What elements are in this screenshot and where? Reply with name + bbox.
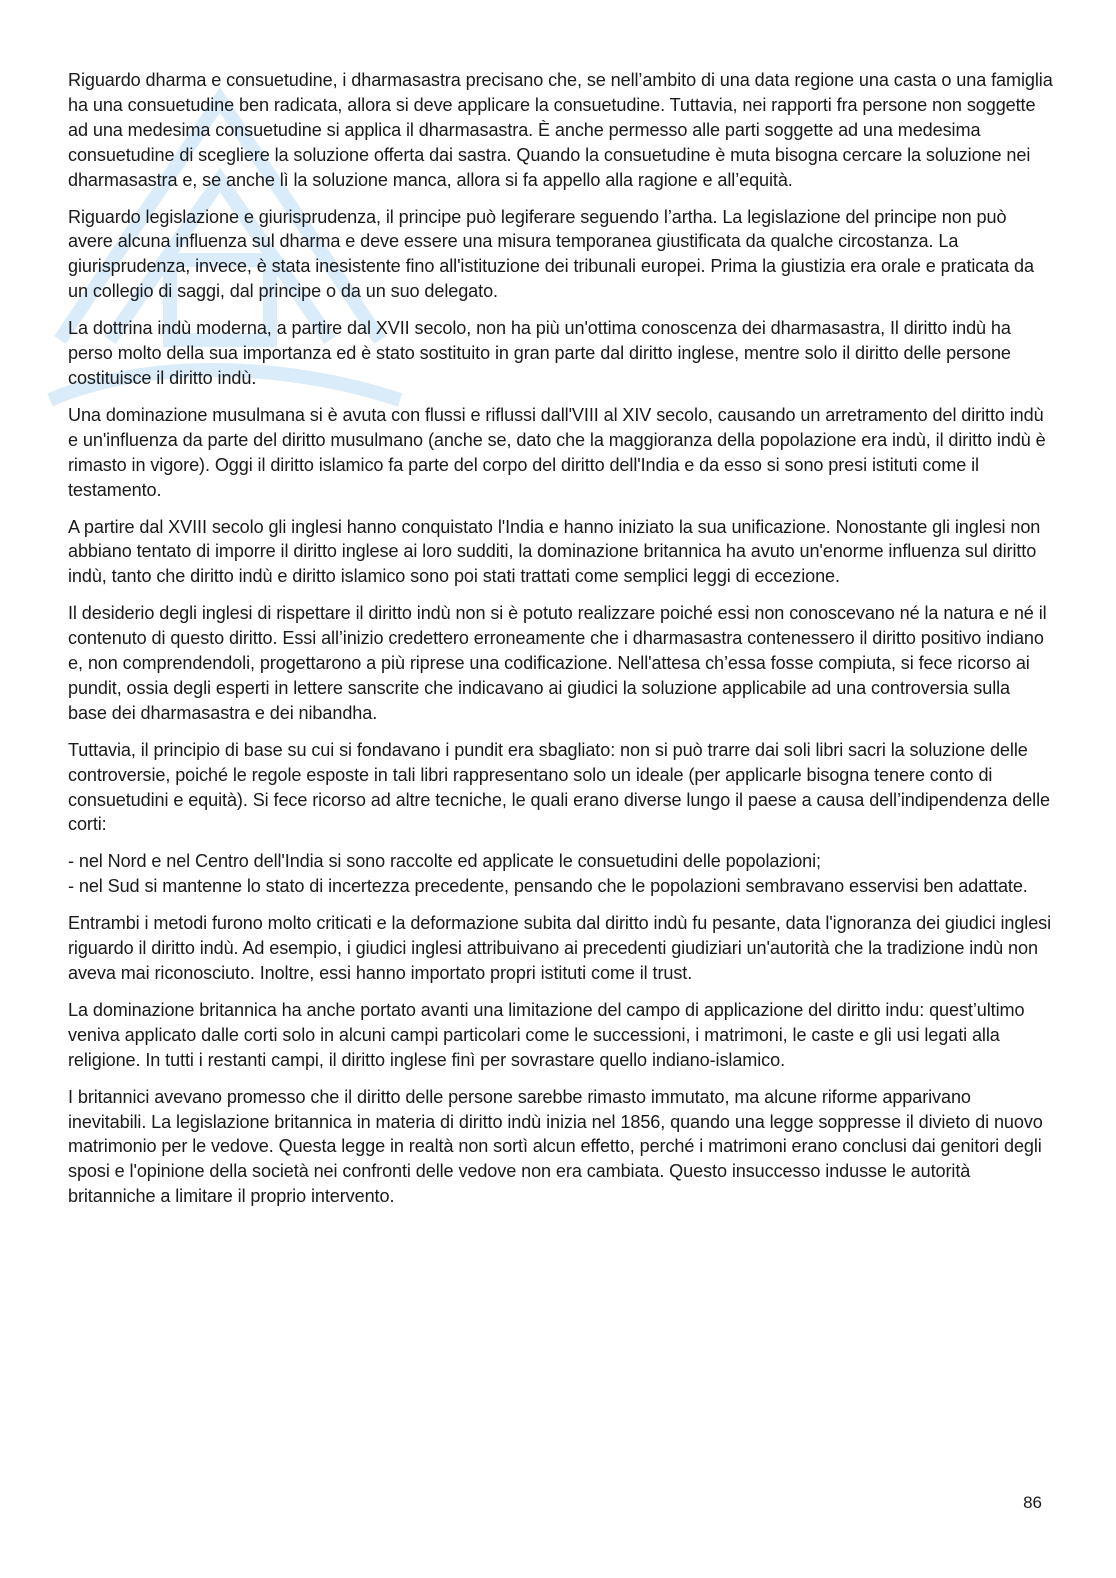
paragraph-dharma-consuetudine: Riguardo dharma e consuetudine, i dharmasastra precisano che, se nell’ambito di una data regione una casta o una famiglia ha una consuetudine ben radicata, allora si deve applicare la consuetudine. Tuttavia, nei rapporti fra persone non soggette ad una medesima consuetudine si applica il dharmasastra. È anche permesso alle parti soggette ad una medesima consuetudine di scegliere la soluzione offerta dai sastra. Quando la consuetudine è muta bisogna cercare la soluzione nei dharmasastra e, se anche lì la soluzione manca, allora si fa appello alla ragione e all’equità.	[68, 70, 1053, 190]
paragraph-dottrina-moderna: La dottrina indù moderna, a partire dal XVII secolo, non ha più un'ottima conoscenza dei dharmasastra, Il diritto indù ha perso molto della sua importanza ed è stato sostituito in gran parte dal diritto inglese, mentre solo il diritto delle persone costituisce il diritto indù.	[68, 318, 1011, 388]
paragraph-list-nord-sud: - nel Nord e nel Centro dell'India si sono raccolte ed applicate le consuetudini delle popolazioni; - nel Sud si mantenne lo stato di incertezza precedente, pensando che le popolazioni sembravano esservisi ben adattate.	[68, 851, 1028, 897]
paragraph-limitazione-campo: La dominazione britannica ha anche portato avanti una limitazione del campo di applicazione del diritto indu: quest’ultimo veniva applicato dalle corti solo in alcuni campi particolari come le successioni, i matrimoni, le caste e gli usi legati alla religione. In tutti i restanti campi, il diritto inglese finì per sovrastare quello indiano-islamico.	[68, 999, 1025, 1070]
paragraph-desiderio-inglesi: Il desiderio degli inglesi di rispettare il diritto indù non si è potuto realizzare poiché essi non conoscevano né la natura e né il contenuto di questo diritto. Essi all’inizio credettero erroneamente che i dharmasastra contenessero il diritto positivo indiano e, non comprendendoli, progettarono a più riprese una codificazione. Nell'attesa ch’essa fosse compiuta, si fece ricorso ai pundit, ossia degli esperti in lettere sanscrite che indicavano ai giudici la soluzione applicabile ad una controversia sulla base dei dharmasastra e dei nibandha.	[68, 603, 1047, 723]
paragraph-legislazione-giurisprudenza: Riguardo legislazione e giurisprudenza, il principe può legiferare seguendo l’artha. La legislazione del principe non può avere alcuna influenza sul dharma e deve essere una misura temporanea giustificata da qualche circostanza. La giurisprudenza, invece, è stata inesistente fino all'istituzione dei tribunali europei. Prima la giustizia era orale e praticata da un collegio di saggi, dal principe o da un suo delegato.	[68, 206, 1034, 302]
paragraph-principio-pundit: Tuttavia, il principio di base su cui si fondavano i pundit era sbagliato: non si può trarre dai soli libri sacri la soluzione delle controversie, poiché le regole esposte in tali libri rappresentano solo un ideale (per applicarle bisogna tenere conto di consuetudini e equità). Si fece ricorso ad altre tecniche, le quali erano diverse lungo il paese a causa dell’indipendenza delle corti:	[68, 739, 1050, 835]
paragraph-conquista-inglese: A partire dal XVIII secolo gli inglesi hanno conquistato l'India e hanno iniziato la sua unificazione. Nonostante gli inglesi non abbiano tentato di imporre il diritto inglese ai loro sudditi, la dominazione britannica ha avuto un'enorme influenza sul diritto indù, tanto che diritto indù e diritto islamico sono poi stati trattati come semplici leggi di eccezione.	[68, 516, 1041, 587]
page-number: 86	[1023, 1493, 1042, 1512]
paragraph-dominazione-musulmana: Una dominazione musulmana si è avuta con flussi e riflussi dall'VIII al XIV secolo, causando un arretramento del diritto indù e un'influenza da parte del diritto musulmano (anche se, dato che la maggioranza della popolazione era indù, il diritto indù è rimasto in vigore). Oggi il diritto islamico fa parte del corpo del diritto dell'India e da esso si sono presi istituti come il testamento.	[68, 404, 1046, 500]
document-body	[68, 68, 1053, 1221]
paragraph-riforme-britanniche: I britannici avevano promesso che il diritto delle persone sarebbe rimasto immutato, ma alcune riforme apparivano inevitabili. La legislazione britannica in materia di diritto indù inizia nel 1856, quando una legge soppresse il divieto di nuovo matrimonio per le vedove. Questa legge in realtà non sortì alcun effetto, perché i matrimoni erano conclusi dai genitori degli sposi e l'opinione della società nei confronti delle vedove non era cambiata. Questo insuccesso indusse le autorità britanniche a limitare il proprio intervento.	[68, 1086, 1043, 1207]
paragraph-metodi-criticati: Entrambi i metodi furono molto criticati e la deformazione subita dal diritto indù fu pesante, data l'ignoranza dei giudici inglesi riguardo il diritto indù. Ad esempio, i giudici inglesi attribuivano ai precedenti giudiziari un'autorità che la tradizione indù non aveva mai riconosciuto. Inoltre, essi hanno importato propri istituti come il trust.	[68, 913, 1052, 983]
